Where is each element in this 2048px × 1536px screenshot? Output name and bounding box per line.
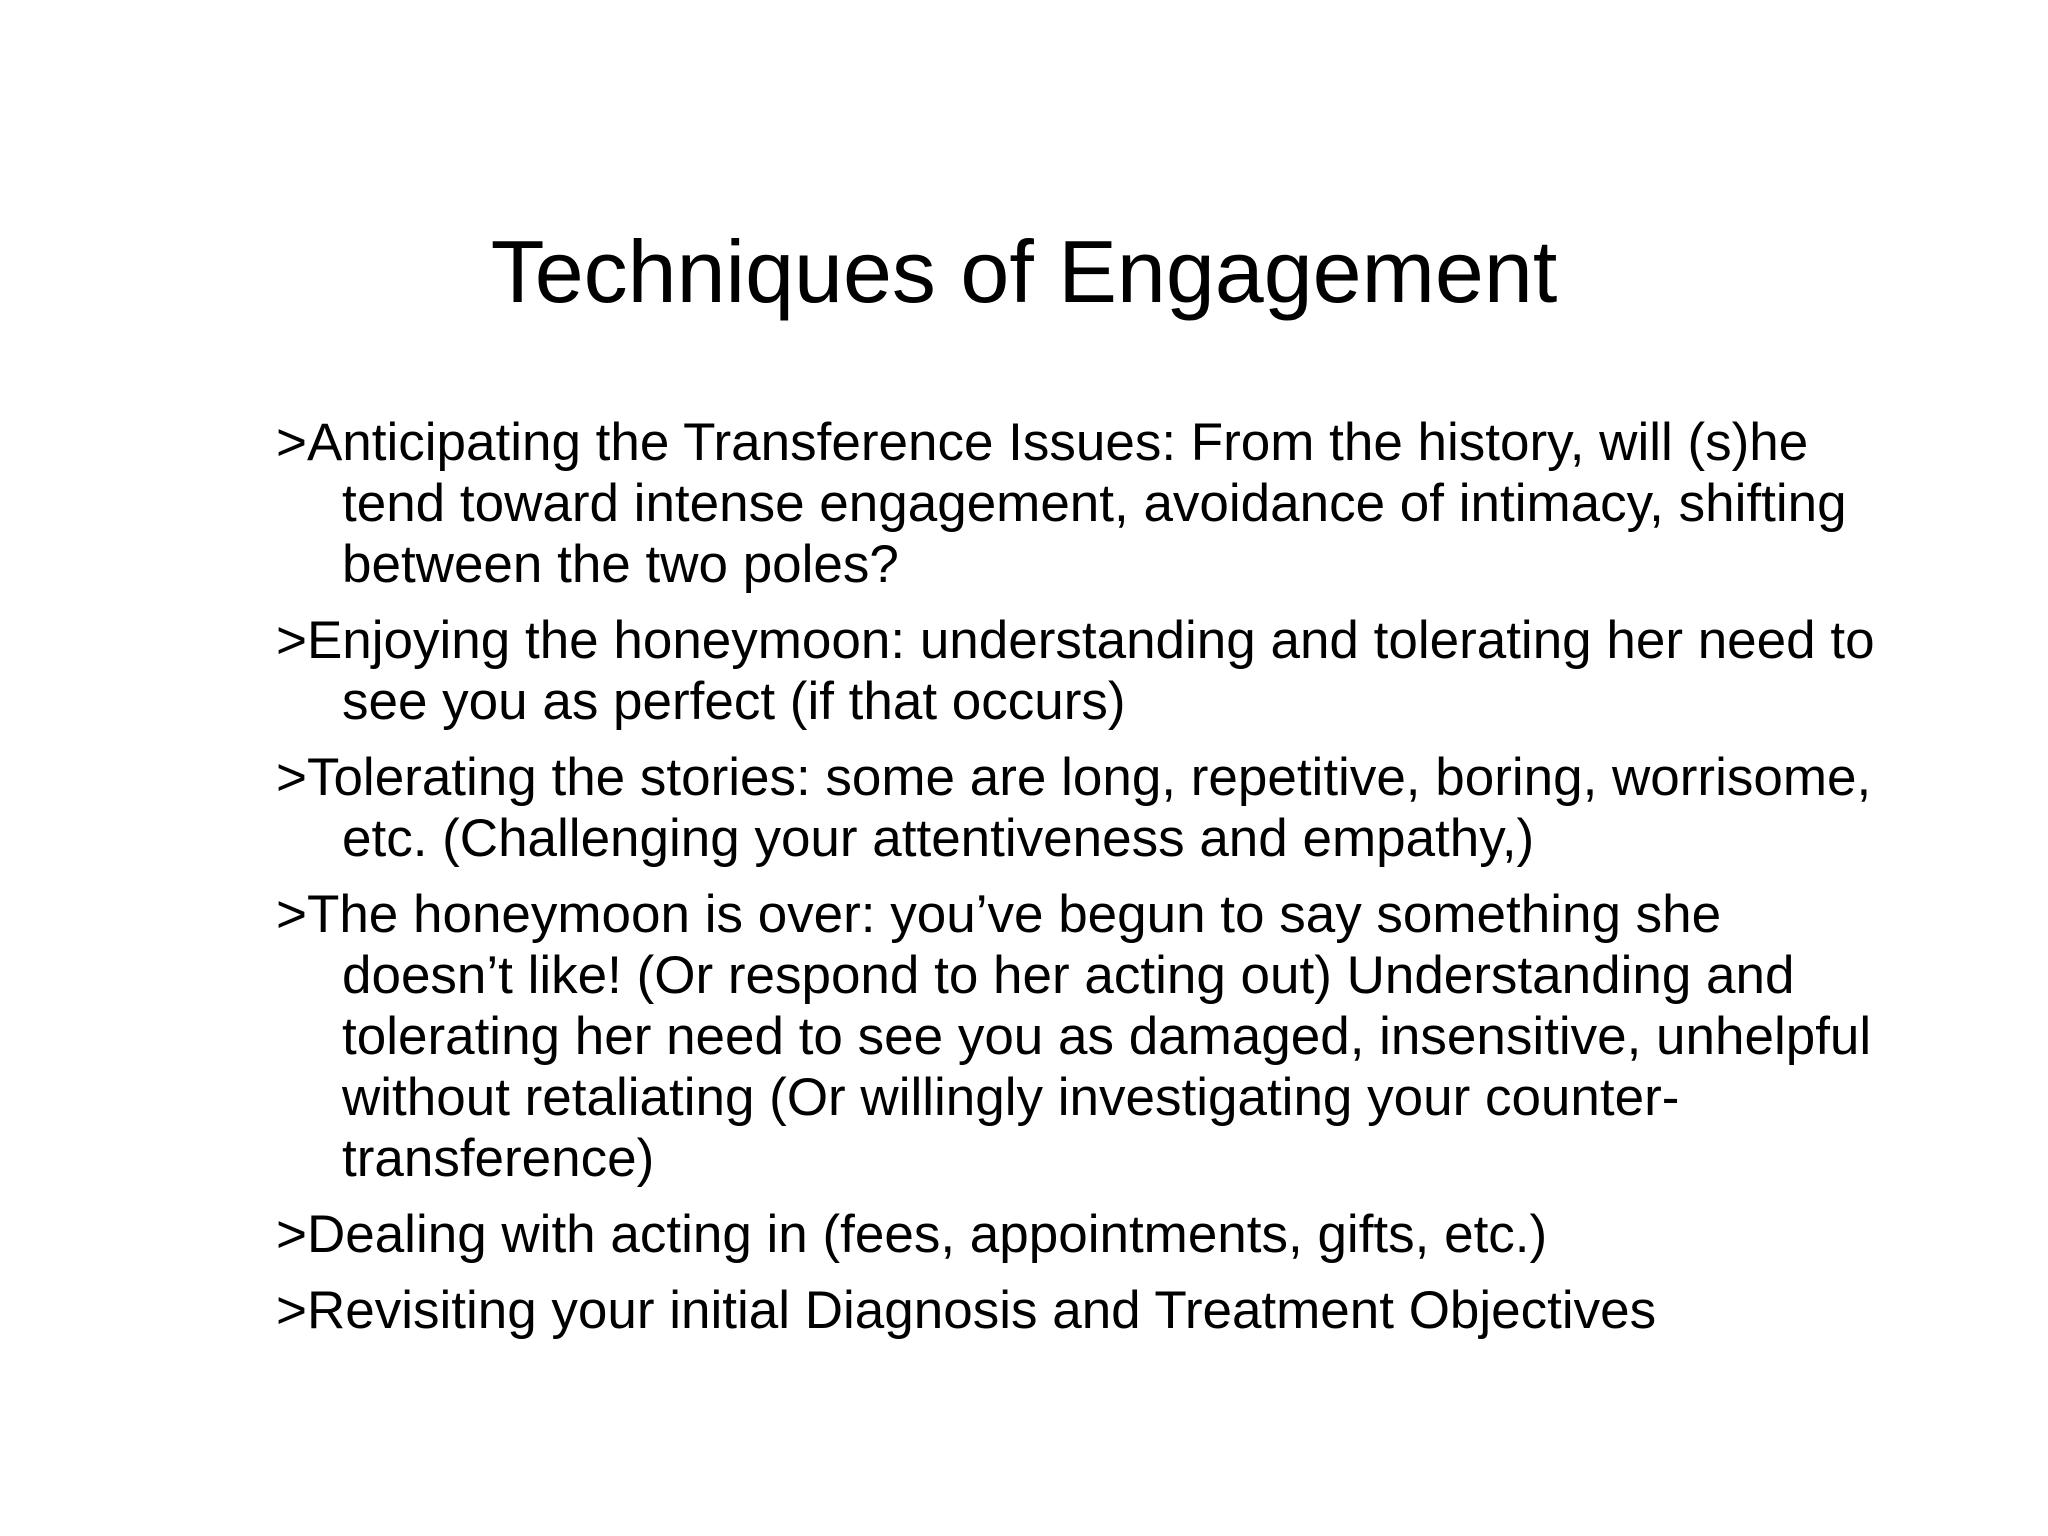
bullet-list xyxy=(276,412,1896,1341)
bullet-item: >The honeymoon is over: you’ve begun to say something she doesn’t like! (Or respond to her acting out) Understanding and tolerating her need to see you as damaged, insensitive, unhelpful without retaliating (Or willingly investigating your counter-transference) xyxy=(276,885,1872,1188)
bullet-item: >Revisiting your initial Diagnosis and Treatment Objectives xyxy=(276,1281,1657,1340)
bullet-item: >Tolerating the stories: some are long, repetitive, boring, worrisome, etc. (Challenging your attentiveness and empathy,) xyxy=(276,748,1872,868)
slide-title: Techniques of Engagement xyxy=(490,222,1558,321)
bullet-item: >Anticipating the Transference Issues: From the history, will (s)he tend toward intense engagement, avoidance of intimacy, shifting between the two poles? xyxy=(276,413,1847,594)
bullet-item: >Dealing with acting in (fees, appointments, gifts, etc.) xyxy=(276,1205,1548,1264)
bullet-item: >Enjoying the honeymoon: understanding and tolerating her need to see you as perfect (if that occurs) xyxy=(276,611,1875,731)
